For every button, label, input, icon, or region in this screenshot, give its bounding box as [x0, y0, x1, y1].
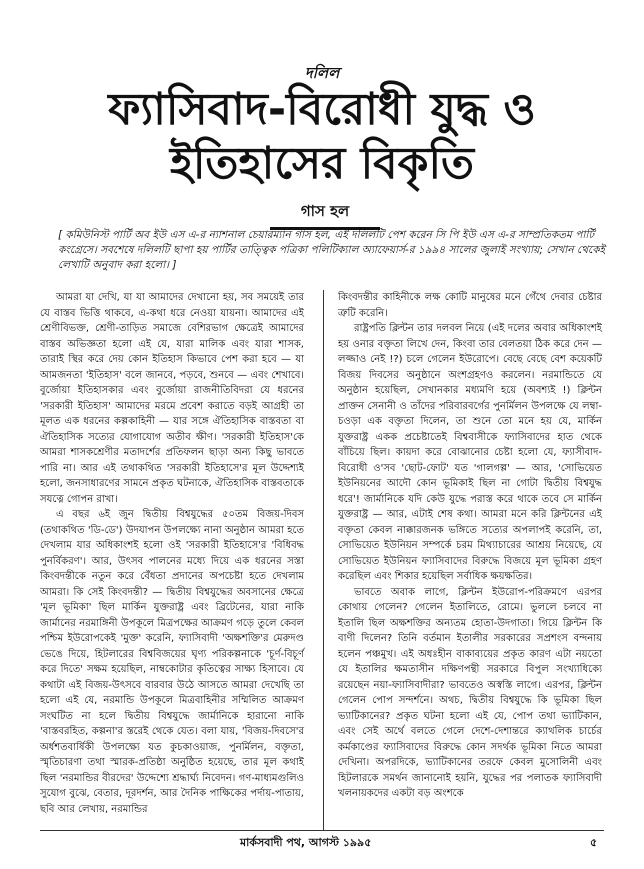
paragraph: এ বছর ৬ই জুন দ্বিতীয় বিশ্বযুদ্ধের ৫০তম বিজয়-দিবস (তথাকথিত 'ডি-ডে') উদযাপন উপলক্ষ্যে নানা অনুষ্ঠান আমরা হতে দেখলাম যার অধিকাংশই হলো ওই 'সরকারী ইতিহাসে'র 'বিধিবদ্ধ পুনর্বিকরণ'। আর, উৎসব পালনের মধ্যে দিয়ে এক ধরনের সস্তা কিংবদন্তীকে নতুন করে বেঁধতা প্রদানের অপচেষ্টা হতে দেখলাম আমরা। কি সেই কিংবদন্তী? — দ্বিতীয় বিশ্বযুদ্ধের অবসানের ক্ষেত্রে 'মূল ভূমিকা' ছিল মার্কিন যুক্তরাষ্ট্র এবং ব্রিটেনের, যারা নাকি জার্মানের নরমাঙ্গিনী উপকূলে মিত্রপক্ষের আক্রমণ গড়ে তুলে কেবল পশ্চিম ইউরোপকেই 'মুক্ত' করেনি, ফ্যাসিবাদী 'অক্ষশক্তি'র মেরুদণ্ড ভেঙে দিয়ে, হিটলারের বিশ্ববিজয়ের ঘৃণ্য পরিকল্পনাকে 'চূর্ণ-বিচূর্ণ করে দিতে' সক্ষম হয়েছিল, নাম্বকোটার কৃতিত্বের সাক্ষ্য হিসাবে। যে কথাটা এই বিজয়-উৎসবে বারবার উঠে আসতে আমরা দেখেছি তা হলো এই যে, নরমান্ডি উপকূলে মিত্রবাহিনীর সম্মিলিত আক্রমণ সংঘটিত না হলে দ্বিতীয় বিশ্বযুদ্ধে জার্মানিকে হারানো নাকি 'বাস্তবরহিত, কল্পনা'র স্তরেই থেকে যেত। বলা যায়, 'বিজয়-দিবসে'র অর্ধশতবার্ষিকী উপলক্ষ্যে যত কুচকাওয়াজ, পুনর্মিলন, বক্তৃতা, স্মৃতিচারণা তথা স্মারক-প্রতিষ্ঠা অনুষ্ঠিত হয়েছে, তার মূল কথাই ছিল 'নরমান্ডির বীরদের' উদ্দেশ্যে শ্রদ্ধার্ঘ্য নিবেদন। গণ-মাধ্যমগুলিও সুযোগ বুঝে, বেতার, দূরদর্শন, আর দৈনিক পাক্ষিকের পর্দায়-পাতায়, ছবি আর লেখায়, নরমান্ডির [40, 509, 304, 815]
paragraph: আমরা যা দেখি, যা যা আমাদের দেখানো হয়, সব সময়েই তার যে বাস্তব ভিত্তি থাকবে, এ-কথা ধরে নেওয়া যায়না। আমাদের এই শ্রেণীবিভক্ত, শ্রেণী-তাড়িত সমাজে বেশিরভাগ ক্ষেত্রেই আমাদের বাস্তব অভিজ্ঞতা হলো এই যে, যারা মালিক এবং যারা শাসক, তারাই স্থির করে দেয় কোন ইতিহাস কিভাবে পেশ করা হবে — যা আমজনতা 'ইতিহাস' বলে জানবে, পড়বে, শুনবে — এবং শেখাবে। বুর্জোয়া ইতিহাসকার এবং বুর্জোয়া রাজনীতিবিদরা যে ধরনের 'সরকারী ইতিহাস' আমাদের মরমে প্রবেশ করাতে বড়ই আগ্রহী তা মূলত এক ধরনের কল্পকাহিনী — যার সঙ্গে ঐতিহাসিক বাস্তবতা বা ঐতিহাসিক সত্যের যোগাযোগ অতীব ক্ষীণ। 'সরকারী ইতিহাস'কে আমরা শাসকশ্রেণীর মতাদর্শের প্রতিফলন ছাড়া অন্য কিছু ভাবতে পারি না। আর এই তথাকথিত 'সরকারী ইতিহাসে'র মূল উদ্দেশ্যই হলো, জনসাধারণের সামনে প্রকৃত ঘটনাকে, ঐতিহাসিক বাস্তবতাকে সযত্নে গোপন রাখা। [40, 292, 304, 505]
article-author: গাস হল [270, 200, 380, 230]
column-divider [323, 290, 324, 830]
footer-journal: মার্কসবাদী পথ, আগস্ট ১৯৯৫ [240, 836, 372, 849]
paragraph: কিংবদন্তীর কাহিনীকে লক্ষ কোটি মানুষের মনে গেঁথে দেবার চেষ্টার ত্রুটি করেনি। [338, 292, 602, 319]
footer-rule [40, 830, 604, 831]
article-title-line1: ফ্যাসিবাদ-বিরোধী যুদ্ধ ও [108, 84, 536, 135]
page-number: ৫ [590, 836, 598, 849]
right-column [338, 290, 602, 802]
paragraph: রাষ্ট্রপতি ক্লিন্টন তার দলবল নিয়ে (এই দলের অবার অধিকাংশই হয় ওনার বক্তৃতা লিখে দেন, কিংবা তার বেলতয়া ঠিক করে দেন — লজ্জাও নেই !?) চলে গেলেন ইউরোপে। বেছে বেছে বেশ কয়েকটি বিজয় দিবসের অনুষ্ঠানে অংশগ্রহণও করলেন। নরমান্ডিতে যে অনুষ্ঠান হয়েছিল, সেখানকার মধ্যমণি হয়ে (অবশ্যই !) ক্লিন্টন প্রাক্তন সেনানী ও তাঁদের পরিবারবর্গের পুনর্মিলন উপলক্ষে যে লম্বা-চওড়া এক বক্তৃতা দিলেন, তা শুনে তো মনে হয় যে, মার্কিন যুক্তরাষ্ট্র একক প্রচেষ্টাতেই বিশ্ববাসীকে ফ্যাসিবাদের হাত থেকে বাঁচিয়ে ছিল। কায়দা করে বোঝানোর চেষ্টা হলো যে, ফ্যাসীবাদ-বিরোধী ও'সব 'ছোট-ফোট' যত 'গালগল্প' — আর, 'সোভিয়েত ইউনিয়নের আদৌ কোন ভূমিকাই ছিল না গোটা দ্বিতীয় বিশ্বযুদ্ধ ধরে'! জার্মানিকে যদি কেউ যুদ্ধে পরাস্ত করে থাকে তবে সে মার্কিন যুক্তরাষ্ট্র — আর, এটাই শেষ কথা। আমরা মনে করি ক্লিন্টনের এই বক্তৃতা কেবল নাক্কারজনক ভঙ্গিতে সত্যের অপলাপই করেনি, তা, সোভিয়েত ইউনিয়ন সম্পর্কে চরম মিথ্যাচারের আশ্রয় নিয়েছে, যে সোভিয়েত ইউনিয়ন ফ্যাসিবাদের বিরুদ্ধে বিজয়ে মূল ভূমিকা গ্রহণ করেছিল এবং শিকার হয়েছিল সর্বাধিক ক্ষয়ক্ষতির। [338, 323, 602, 582]
left-column [40, 290, 304, 817]
article-title-line2: ইতিহাসের বিকৃতি [169, 138, 475, 189]
paragraph: ভাবতে অবাক লাগে, ক্লিন্টন ইউরোপ-পরিক্রমণে এরপর কোথায় গেলেন? গেলেন ইতালিতে, রোমে। ভুললে চলবে না ইতালি ছিল অক্ষশক্তির অন্যতম হোতা-উদগাতা। গিয়ে ক্লিন্টন কি বাণী দিলেন? তিনি বর্তমান ইতালীর সরকারের সপ্রশংস বন্দনায় হলেন পঞ্চমুখ। এই অধঃহীন বাকাব্যয়ের প্রকৃত কারণ এটা নয়তো যে ইতালির ক্ষমতাসীন দক্ষিণপন্থী সরকারে বিপুল সংখ্যাধিক্যে রয়েছেন নয়া-ফ্যাসিবাদীরা? ভাবতেও অস্বস্তি লাগে। এরপর, ক্লিন্টন গেলেন পোপ সন্দর্শনে। অথচ, দ্বিতীয় বিশ্বযুদ্ধে কি ভূমিকা ছিল ভ্যাটিকানের? প্রকৃত ঘটনা হলো এই যে, পোপ তথা ভ্যাটিকান, এবং সেই অর্থে বলতে গেলে দেশে-দেশান্তরে ক্যাথলিক চার্চের কর্মকাণ্ডের ফ্যাসিবাদের বিরুদ্ধে কোন সদর্থক ভূমিকা নিতে আমরা দেখিনা। অপরদিকে, ভ্যাটিকানের তরফে কেবল মুসোলিনী এবং হিটলারকে সমর্থন জানানোই হয়নি, যুদ্ধের পর পলাতক ফ্যাসিবাদী খলনায়কদের একটা বড় অংশকে [338, 586, 602, 799]
editor-note: [ কমিউনিস্ট পার্টি অব ইউ এস এ-র ন্যাশনাল চেয়ারম্যান গাস হল, এই দলিলটি পেশ করেন সি পি ইউ এস এ-র সাম্প্রতিকতম পার্টি কংগ্রেসে। সবশেষে দলিলটি ছাপা হয় পার্টির তাত্ত্বিক পত্রিকা পলিটিক্যাল অ্যাফেয়ার্স-র ১৯৯৪ সালের জুলাই সংখ্যায়; সেখান থেকেই লেখাটি অনুবাদ করা হলো। ] [58, 229, 606, 271]
section-kicker: দলিল [304, 64, 340, 82]
